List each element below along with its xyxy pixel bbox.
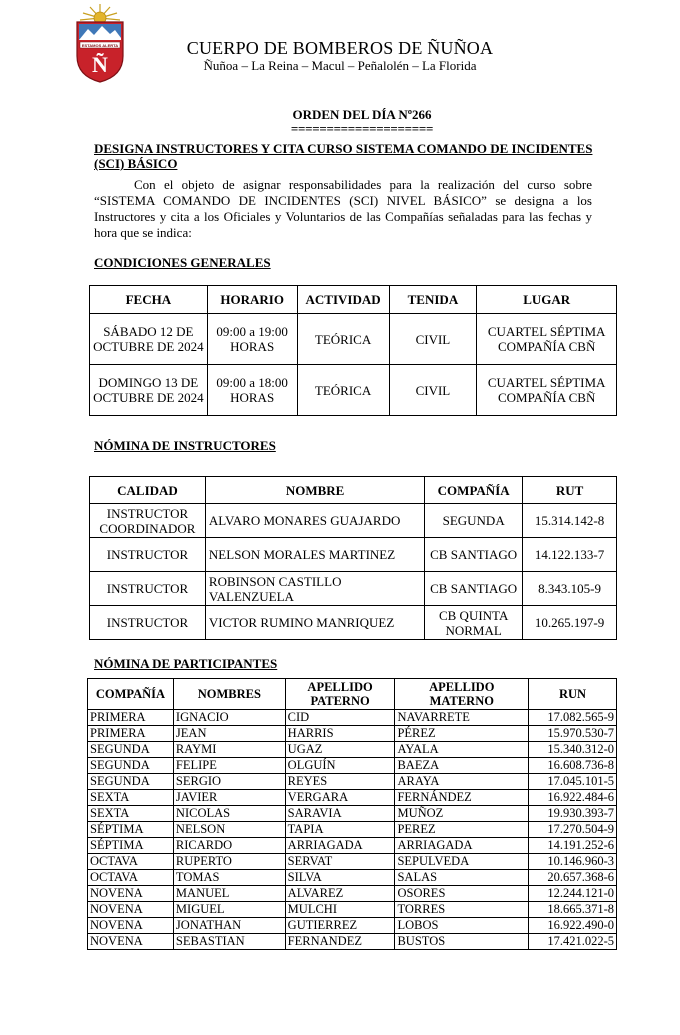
table-cell: CB SANTIAGO xyxy=(425,572,523,606)
table-cell: 17.045.101-5 xyxy=(529,774,617,790)
table-row xyxy=(88,790,617,806)
table-cell: 09:00 a 19:00 HORAS xyxy=(207,314,297,365)
table-cell: SEXTA xyxy=(88,806,174,822)
table-cell: NELSON xyxy=(173,822,285,838)
table-cell: SÁBADO 12 DE OCTUBRE DE 2024 xyxy=(90,314,208,365)
table-cell: RICARDO xyxy=(173,838,285,854)
document-subject: DESIGNA INSTRUCTORES Y CITA CURSO SISTEMA COMANDO DE INCIDENTES (SCI) BÁSICO xyxy=(94,141,593,171)
table-cell: DOMINGO 13 DE OCTUBRE DE 2024 xyxy=(90,365,208,416)
table-cell: NELSON MORALES MARTINEZ xyxy=(205,538,424,572)
participants-table xyxy=(87,678,617,950)
table-cell: VERGARA xyxy=(285,790,395,806)
table-cell: OLGUÍN xyxy=(285,758,395,774)
table-cell: JONATHAN xyxy=(173,918,285,934)
table-row xyxy=(88,934,617,950)
table-cell: ROBINSON CASTILLO VALENZUELA xyxy=(205,572,424,606)
organization-header xyxy=(140,38,540,74)
table-cell: INSTRUCTOR xyxy=(90,538,206,572)
logo-letter-text: Ñ xyxy=(92,52,108,77)
participants-column-header: APELLIDO PATERNO xyxy=(285,679,395,710)
table-cell: LOBOS xyxy=(395,918,529,934)
table-cell: MIGUEL xyxy=(173,902,285,918)
table-cell: PRIMERA xyxy=(88,726,174,742)
instructors-header-row xyxy=(90,477,617,504)
table-row xyxy=(88,886,617,902)
table-cell: IGNACIO xyxy=(173,710,285,726)
table-row xyxy=(88,822,617,838)
table-cell: OCTAVA xyxy=(88,870,174,886)
table-cell: UGAZ xyxy=(285,742,395,758)
table-cell: REYES xyxy=(285,774,395,790)
table-cell: 12.244.121-0 xyxy=(529,886,617,902)
table-cell: SEGUNDA xyxy=(425,504,523,538)
table-cell: 20.657.368-6 xyxy=(529,870,617,886)
table-cell: CIVIL xyxy=(389,314,477,365)
table-cell: SEGUNDA xyxy=(88,758,174,774)
table-cell: GUTIERREZ xyxy=(285,918,395,934)
fire-department-crest-logo xyxy=(74,2,126,84)
instructors-column-header: COMPAÑÍA xyxy=(425,477,523,504)
table-row xyxy=(88,742,617,758)
table-cell: CIVIL xyxy=(389,365,477,416)
table-cell: SEPULVEDA xyxy=(395,854,529,870)
table-cell: NICOLAS xyxy=(173,806,285,822)
table-cell: ALVAREZ xyxy=(285,886,395,902)
conditions-header-row xyxy=(90,286,617,314)
participants-column-header: RUN xyxy=(529,679,617,710)
table-cell: 17.421.022-5 xyxy=(529,934,617,950)
table-cell: JEAN xyxy=(173,726,285,742)
table-cell: ARRIAGADA xyxy=(395,838,529,854)
logo-motto-text: ESTAMOS ALERTA xyxy=(81,42,119,48)
table-cell: PÉREZ xyxy=(395,726,529,742)
instructors-column-header: RUT xyxy=(523,477,617,504)
table-cell: 15.970.530-7 xyxy=(529,726,617,742)
table-cell: 10.265.197-9 xyxy=(523,606,617,640)
table-cell: SEGUNDA xyxy=(88,742,174,758)
table-cell: NOVENA xyxy=(88,886,174,902)
table-cell: MANUEL xyxy=(173,886,285,902)
table-cell: MULCHI xyxy=(285,902,395,918)
conditions-table xyxy=(89,285,617,416)
instructors-table xyxy=(89,476,617,640)
table-cell: PRIMERA xyxy=(88,710,174,726)
table-cell: SÉPTIMA xyxy=(88,822,174,838)
table-cell: 15.340.312-0 xyxy=(529,742,617,758)
instructors-column-header: CALIDAD xyxy=(90,477,206,504)
conditions-column-header: ACTIVIDAD xyxy=(297,286,389,314)
table-cell: 10.146.960-3 xyxy=(529,854,617,870)
table-row xyxy=(90,606,617,640)
table-cell: SEBASTIAN xyxy=(173,934,285,950)
table-row xyxy=(88,838,617,854)
table-cell: SÉPTIMA xyxy=(88,838,174,854)
table-cell: MUÑOZ xyxy=(395,806,529,822)
instructors-column-header: NOMBRE xyxy=(205,477,424,504)
table-cell: PEREZ xyxy=(395,822,529,838)
table-row xyxy=(88,806,617,822)
table-cell: BAEZA xyxy=(395,758,529,774)
table-cell: SALAS xyxy=(395,870,529,886)
table-row xyxy=(88,902,617,918)
table-cell: CID xyxy=(285,710,395,726)
table-cell: ARAYA xyxy=(395,774,529,790)
table-row xyxy=(88,870,617,886)
table-cell: 16.608.736-8 xyxy=(529,758,617,774)
table-cell: SEXTA xyxy=(88,790,174,806)
table-cell: TEÓRICA xyxy=(297,365,389,416)
table-row xyxy=(90,365,617,416)
table-cell: CB SANTIAGO xyxy=(425,538,523,572)
table-cell: ARRIAGADA xyxy=(285,838,395,854)
table-cell: TAPIA xyxy=(285,822,395,838)
table-row xyxy=(88,774,617,790)
table-cell: OCTAVA xyxy=(88,854,174,870)
table-cell: 17.082.565-9 xyxy=(529,710,617,726)
instructors-heading: NÓMINA DE INSTRUCTORES xyxy=(94,438,276,453)
table-cell: NOVENA xyxy=(88,918,174,934)
table-cell: 18.665.371-8 xyxy=(529,902,617,918)
table-cell: 17.270.504-9 xyxy=(529,822,617,838)
table-cell: HARRIS xyxy=(285,726,395,742)
organization-communes: Ñuñoa – La Reina – Macul – Peñalolén – La Florida xyxy=(203,58,477,73)
conditions-column-header: LUGAR xyxy=(477,286,617,314)
table-row xyxy=(90,314,617,365)
conditions-column-header: TENIDA xyxy=(389,286,477,314)
table-cell: INSTRUCTOR xyxy=(90,572,206,606)
table-cell: CUARTEL SÉPTIMA COMPAÑÍA CBÑ xyxy=(477,314,617,365)
table-cell: 14.191.252-6 xyxy=(529,838,617,854)
table-cell: TORRES xyxy=(395,902,529,918)
table-cell: AYALA xyxy=(395,742,529,758)
table-cell: CUARTEL SÉPTIMA COMPAÑÍA CBÑ xyxy=(477,365,617,416)
table-row xyxy=(88,918,617,934)
table-cell: 19.930.393-7 xyxy=(529,806,617,822)
table-cell: 15.314.142-8 xyxy=(523,504,617,538)
table-row xyxy=(88,854,617,870)
conditions-column-header: FECHA xyxy=(90,286,208,314)
table-row xyxy=(88,710,617,726)
participants-column-header: APELLIDO MATERNO xyxy=(395,679,529,710)
table-cell: RUPERTO xyxy=(173,854,285,870)
table-cell: 16.922.484-6 xyxy=(529,790,617,806)
conditions-heading: CONDICIONES GENERALES xyxy=(94,255,271,270)
table-row xyxy=(90,504,617,538)
conditions-column-header: HORARIO xyxy=(207,286,297,314)
table-cell: SARAVIA xyxy=(285,806,395,822)
table-cell: FELIPE xyxy=(173,758,285,774)
table-cell: TOMAS xyxy=(173,870,285,886)
table-cell: NOVENA xyxy=(88,902,174,918)
table-cell: VICTOR RUMINO MANRIQUEZ xyxy=(205,606,424,640)
participants-heading: NÓMINA DE PARTICIPANTES xyxy=(94,656,278,671)
table-cell: NAVARRETE xyxy=(395,710,529,726)
table-cell: SEGUNDA xyxy=(88,774,174,790)
table-cell: SERVAT xyxy=(285,854,395,870)
table-cell: NOVENA xyxy=(88,934,174,950)
table-cell: RAYMI xyxy=(173,742,285,758)
table-cell: FERNÁNDEZ xyxy=(395,790,529,806)
table-cell: CB QUINTA NORMAL xyxy=(425,606,523,640)
participants-header-row xyxy=(88,679,617,710)
table-cell: ALVARO MONARES GUAJARDO xyxy=(205,504,424,538)
table-cell: SERGIO xyxy=(173,774,285,790)
table-cell: FERNANDEZ xyxy=(285,934,395,950)
participants-column-header: COMPAÑÍA xyxy=(88,679,174,710)
table-row xyxy=(90,538,617,572)
table-cell: JAVIER xyxy=(173,790,285,806)
order-title-rule: ==================== xyxy=(290,121,434,136)
table-cell: TEÓRICA xyxy=(297,314,389,365)
participants-column-header: NOMBRES xyxy=(173,679,285,710)
table-cell: INSTRUCTOR xyxy=(90,606,206,640)
table-row xyxy=(88,758,617,774)
table-cell: SILVA xyxy=(285,870,395,886)
table-cell: INSTRUCTOR COORDINADOR xyxy=(90,504,206,538)
table-cell: OSORES xyxy=(395,886,529,902)
table-cell: 16.922.490-0 xyxy=(529,918,617,934)
table-cell: 8.343.105-9 xyxy=(523,572,617,606)
table-cell: BUSTOS xyxy=(395,934,529,950)
table-row xyxy=(88,726,617,742)
table-cell: 09:00 a 18:00 HORAS xyxy=(207,365,297,416)
table-cell: 14.122.133-7 xyxy=(523,538,617,572)
order-title: ORDEN DEL DÍA Nº266 xyxy=(292,107,432,122)
intro-paragraph: Con el objeto de asignar responsabilidades para la realización del curso sobre “SISTEMA COMANDO DE INCIDENTES (SCI) NIVEL BÁSICO” se designa a los Instructores y cita a los Oficiales y Voluntarios de las Compañías señaladas para las fechas y hora que se indica: xyxy=(94,177,592,240)
table-row xyxy=(90,572,617,606)
organization-name: CUERPO DE BOMBEROS DE ÑUÑOA xyxy=(186,38,494,58)
